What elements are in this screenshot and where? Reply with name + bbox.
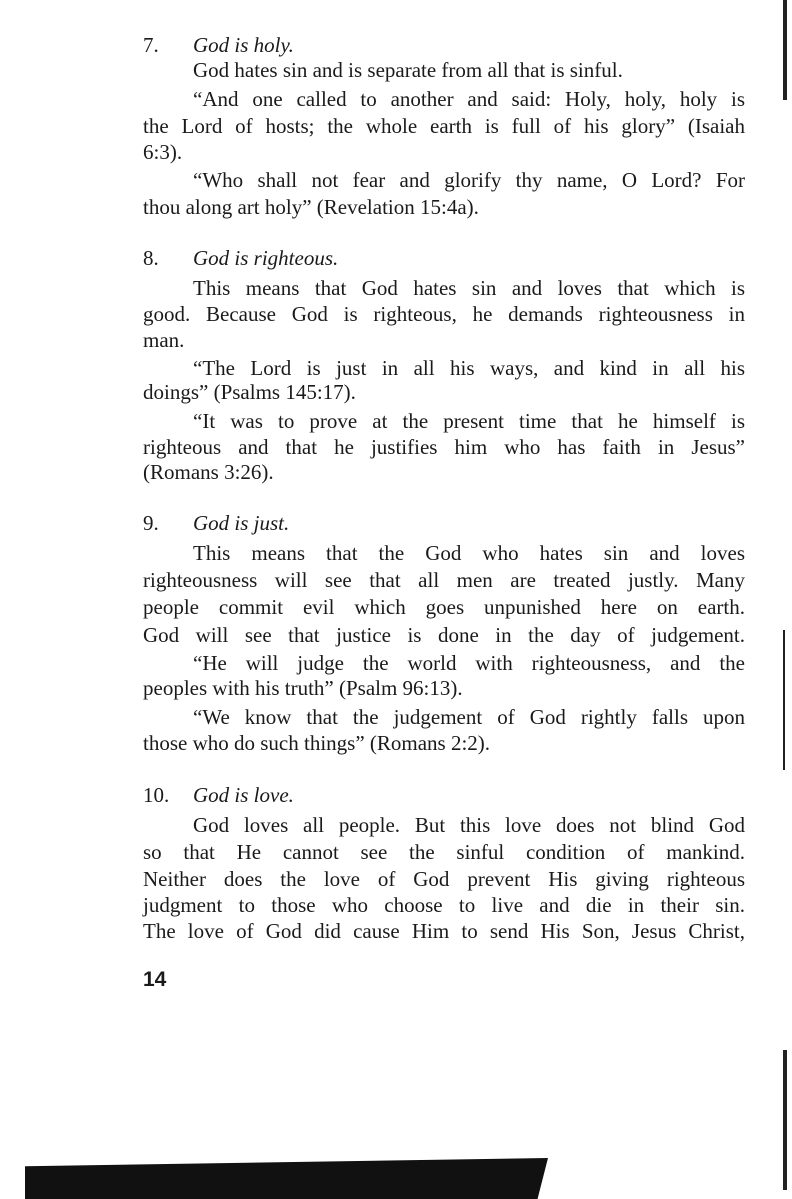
text-line: God will see that justice is done in the day of judgement. bbox=[143, 623, 745, 647]
section-heading bbox=[143, 511, 289, 535]
text-line: “It was to prove at the present time that he himself is bbox=[193, 409, 745, 433]
text-line: peoples with his truth” (Psalm 96:13). bbox=[143, 676, 463, 700]
text-line: God hates sin and is separate from all that is sinful. bbox=[193, 58, 623, 82]
section-heading bbox=[143, 783, 294, 807]
text-line: “Who shall not fear and glorify thy name, O Lord? For bbox=[193, 168, 745, 192]
text-line: the Lord of hosts; the whole earth is full of his glory” (Isaiah bbox=[143, 114, 745, 138]
text-line: God loves all people. But this love does not blind God bbox=[193, 813, 745, 837]
page-number: 14 bbox=[143, 968, 167, 991]
section-number: 10. bbox=[143, 783, 170, 807]
text-line: doings” (Psalms 145:17). bbox=[143, 380, 356, 404]
section-title: God is holy. bbox=[193, 33, 294, 57]
text-line: “And one called to another and said: Holy, holy, holy is bbox=[193, 87, 745, 111]
text-line: Neither does the love of God prevent His giving righteous bbox=[143, 867, 745, 891]
section-title: God is love. bbox=[193, 783, 294, 807]
text-line: The love of God did cause Him to send His Son, Jesus Christ, bbox=[143, 919, 745, 943]
text-line: people commit evil which goes unpunished here on earth. bbox=[143, 595, 745, 619]
text-line: This means that God hates sin and loves that which is bbox=[193, 276, 745, 300]
text-line: those who do such things” (Romans 2:2). bbox=[143, 731, 491, 755]
text-line: righteous and that he justifies him who has faith in Jesus” bbox=[143, 435, 745, 459]
text-line: righteousness will see that all men are treated justly. Many bbox=[143, 568, 745, 592]
section-title: God is righteous. bbox=[193, 246, 339, 270]
text-line: This means that the God who hates sin and loves bbox=[193, 541, 745, 565]
text-line: thou along art holy” (Revelation 15:4a). bbox=[143, 195, 479, 219]
text-line: (Romans 3:26). bbox=[143, 460, 274, 484]
section-heading bbox=[143, 246, 338, 270]
section-number: 7. bbox=[143, 33, 159, 57]
text-line: judgment to those who choose to live and die in their sin. bbox=[143, 893, 745, 917]
text-line: good. Because God is righteous, he demands righteousness in bbox=[143, 302, 745, 326]
scan-edge-bar bbox=[25, 1158, 548, 1199]
text-line: “He will judge the world with righteousness, and the bbox=[193, 651, 745, 675]
text-line: 6:3). bbox=[143, 140, 183, 164]
section-heading bbox=[143, 33, 294, 57]
section-number: 9. bbox=[143, 511, 159, 535]
scan-edge-mark bbox=[783, 630, 785, 770]
scan-edge-mark bbox=[783, 0, 787, 100]
text-line: man. bbox=[143, 328, 185, 352]
section-title: God is just. bbox=[193, 511, 290, 535]
text-line: “We know that the judgement of God rightly falls upon bbox=[193, 705, 745, 729]
text-line: “The Lord is just in all his ways, and kind in all his bbox=[193, 356, 745, 380]
text-line: so that He cannot see the sinful condition of mankind. bbox=[143, 840, 745, 864]
scan-edge-mark bbox=[783, 1050, 787, 1190]
section-number: 8. bbox=[143, 246, 159, 270]
